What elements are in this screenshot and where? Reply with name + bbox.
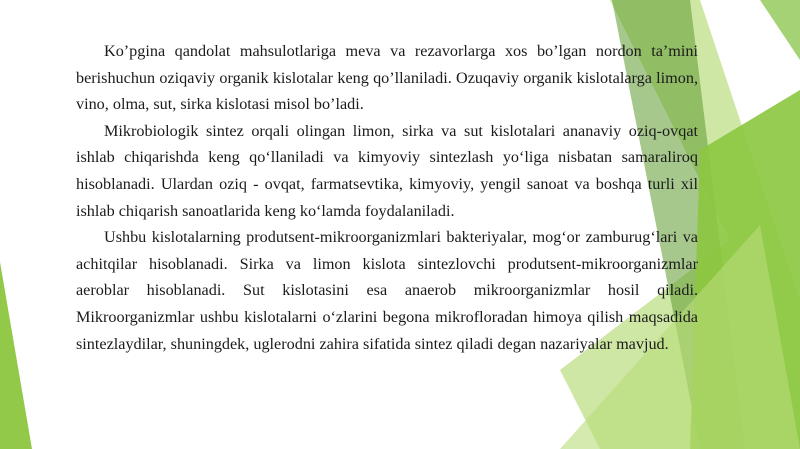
text-body [76,38,698,357]
paragraph-2: Mikrobiologik sintez orqali olingan limon, sirka va sut kislotalari ananaviy oziq-ovqat ishlab chiqarishda keng qo‘llaniladi va kimyoviy sintezlash yo‘liga nisbatan samaraliroq hisoblanadi. Ulardan oziq - ovqat, farmatsevtika, kimyoviy, yengil sanoat va boshqa turli xil ishlab chiqarish sanoatlarida keng ko‘lamda foydalaniladi. [76,121,698,220]
paragraph-1: Ko’pgina qandolat mahsulotlariga meva va rezavorlarga xos bo’lgan nordon ta’mini berishuchun oziqaviy organik kislotalar keng qo’llaniladi. Ozuqaviy organik kislotalarga limon, vino, olma, sut, sirka kislotasi misol bo’ladi. [76,42,698,114]
green-strip-top-right [735,0,800,60]
paragraph-3: Ushbu kislotalarning produtsent-mikroorganizmlari bakteriyalar, mog‘or zamburug‘lari va achitqilar hisoblanadi. Sirka va limon kislota sintezlovchi produtsent-mikroorganizmlar aeroblar hisoblanadi. Sut kislotasini esa anaerob mikroorganizmlar hosil qiladi. Mikroorganizmlar ushbu kislotalarni o‘zlarini begona mikrofloradan himoya qilish maqsadida sintezlaydilar, shuningdek, uglerodni zahira sifatida sintez qiladi degan nazariyalar mavjud. [76,228,698,353]
green-triangle-left [0,262,32,449]
